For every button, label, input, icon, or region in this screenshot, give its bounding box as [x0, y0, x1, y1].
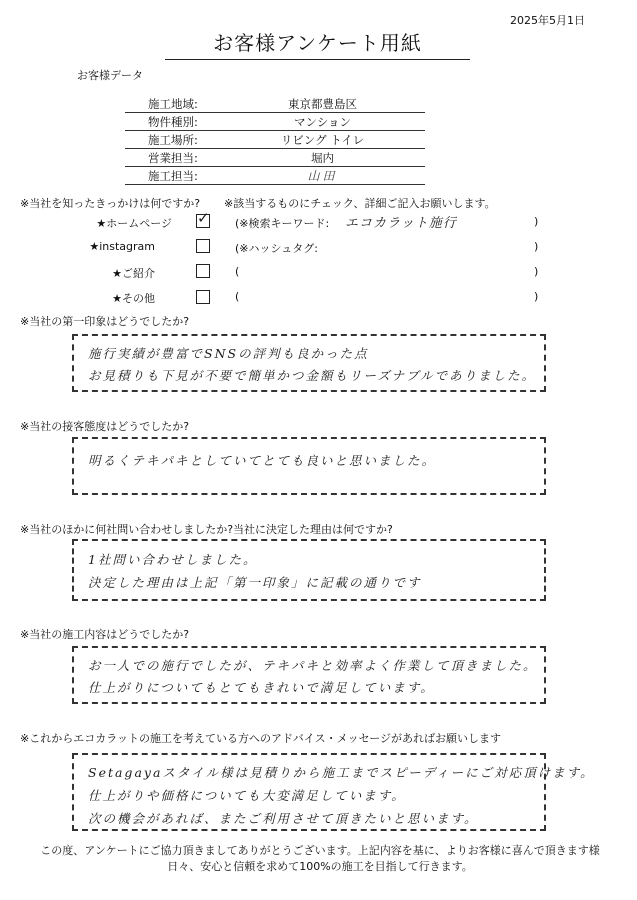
answer-line: 明るくテキパキとしていてとても良いと思いました。	[88, 453, 437, 468]
answer-line: 次の機会があれば、またご利用させて頂きたいと思います。	[88, 811, 479, 826]
q2-answer-box	[72, 334, 546, 392]
info-row-area	[125, 95, 425, 113]
option-note-homepage: (※検索キーワード:	[235, 217, 330, 230]
info-value: 東京都豊島区	[288, 97, 357, 111]
checkbox-referral[interactable]	[196, 264, 210, 278]
survey-date: 2025年5月1日	[510, 14, 585, 27]
page-title: お客様アンケート用紙	[165, 27, 470, 60]
info-key: 物件種別:	[148, 115, 198, 129]
q4-question: ※当社のほかに何社問い合わせしましたか?当社に決定した理由は何ですか?	[20, 523, 393, 536]
option-close-instagram: )	[534, 240, 539, 253]
q5-answer-box	[72, 646, 546, 704]
option-label-instagram: ★instagram	[89, 240, 155, 253]
checkbox-instagram[interactable]	[196, 239, 210, 253]
option-close-other: )	[534, 290, 539, 303]
check-mark-icon: ✓	[197, 209, 210, 227]
checkbox-homepage[interactable]	[196, 209, 210, 228]
q5-question: ※当社の施工内容はどうでしたか?	[20, 628, 190, 641]
info-key: 施工地域:	[148, 97, 198, 111]
info-value-handwritten: 山田	[307, 169, 338, 183]
option-value-homepage: エコカラット施行	[345, 216, 457, 231]
answer-line: 仕上がりについてもとてもきれいで満足しています。	[88, 680, 435, 695]
option-label-other: ★その他	[112, 292, 155, 305]
option-close-homepage: )	[534, 215, 539, 228]
answer-line: 決定した理由は上記「第一印象」に記載の通りです	[88, 575, 422, 590]
info-key: 施工担当:	[148, 169, 198, 183]
info-key: 営業担当:	[148, 151, 198, 165]
info-key: 施工場所:	[148, 133, 198, 147]
q3-question: ※当社の接客態度はどうでしたか?	[20, 420, 190, 433]
info-row-sales	[125, 149, 425, 167]
info-value: リビング トイレ	[280, 133, 365, 147]
answer-line: 施行実績が豊富でSNSの評判も良かった点	[88, 346, 369, 361]
q1-instruction: ※該当するものにチェック、詳細ご記入お願いします。	[224, 197, 496, 210]
q3-answer-box	[72, 437, 546, 495]
answer-line: Setagayaスタイル様は見積りから施工までスピーディーにご対応頂けます。	[88, 765, 595, 780]
q4-answer-box	[72, 539, 546, 601]
option-note-referral: (	[235, 265, 240, 278]
info-value: 堀内	[311, 151, 334, 165]
info-row-location	[125, 131, 425, 149]
answer-line: お見積りも下見が不要で簡単かつ金額もリーズナブルでありました。	[88, 368, 537, 383]
footer-line: この度、アンケートにご協力頂きましてありがとうございます。上記内容を基に、よりお客様に喜んで頂きます様	[40, 844, 600, 857]
info-row-property-type	[125, 113, 425, 131]
footer-line: 日々、安心と信頼を求めて100%の施工を目指して行きます。	[167, 860, 473, 873]
option-close-referral: )	[534, 265, 539, 278]
option-label-referral: ★ご紹介	[112, 267, 155, 280]
info-row-installer	[125, 167, 425, 185]
checkbox-other[interactable]	[196, 290, 210, 304]
customer-data-label: お客様データ	[77, 69, 143, 82]
q6-question: ※これからエコカラットの施工を考えている方へのアドバイス・メッセージがあればお願いします	[20, 732, 502, 745]
option-note-other: (	[235, 290, 240, 303]
answer-line: 仕上がりや価格についても大変満足しています。	[88, 788, 406, 803]
answer-line: お一人での施行でしたが、テキパキと効率よく作業して頂きました。	[88, 658, 538, 673]
answer-line: 1社問い合わせしました。	[88, 552, 258, 567]
q2-question: ※当社の第一印象はどうでしたか?	[20, 315, 190, 328]
q1-question: ※当社を知ったきっかけは何ですか?	[20, 197, 201, 210]
q6-answer-box	[72, 753, 595, 831]
option-note-instagram: (※ハッシュタグ:	[235, 242, 318, 255]
option-label-homepage: ★ホームページ	[96, 217, 172, 230]
footer-message	[20, 843, 620, 875]
info-value: マンション	[294, 115, 351, 129]
